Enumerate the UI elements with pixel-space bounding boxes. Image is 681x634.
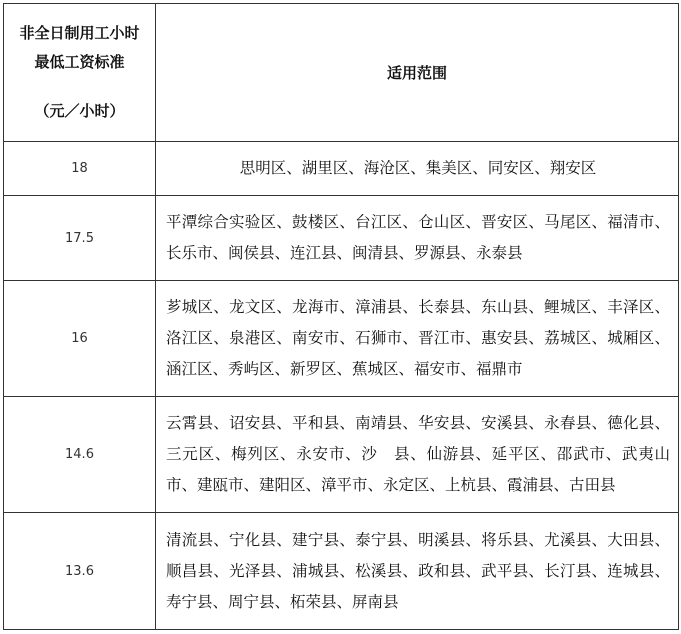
rate-header-line1: 非全日制用工小时 (19, 24, 140, 42)
area-cell: 平潭综合实验区、鼓楼区、台江区、仓山区、晋安区、马尾区、福清市、长乐市、闽侯县、连江县、闽清县、罗源县、永泰县 (156, 196, 679, 281)
rate-cell: 17.5 (4, 196, 156, 281)
rate-cell: 18 (4, 142, 156, 196)
table-row (4, 196, 679, 281)
rate-header-unit: （元／小时） (34, 102, 125, 120)
minimum-wage-table (3, 3, 679, 630)
rate-cell: 14.6 (4, 397, 156, 513)
area-cell: 芗城区、龙文区、龙海市、漳浦县、长泰县、东山县、鲤城区、丰泽区、洛江区、泉港区、南安市、石狮市、晋江市、惠安县、荔城区、城厢区、涵江区、秀屿区、新罗区、蕉城区、福安市、福鼎市 (156, 281, 679, 397)
rate-cell: 13.6 (4, 513, 156, 630)
area-cell: 思明区、湖里区、海沧区、集美区、同安区、翔安区 (156, 142, 679, 196)
rate-header-line2: 最低工资标准 (34, 53, 125, 71)
area-cell: 云霄县、诏安县、平和县、南靖县、华安县、安溪县、永春县、德化县、三元区、梅列区、永安市、沙 县、仙游县、延平区、邵武市、武夷山市、建瓯市、建阳区、漳平市、永定区、上杭县、霞浦县、古田县 (156, 397, 679, 513)
scope-column-header: 适用范围 (156, 4, 679, 142)
table-header-row (4, 4, 679, 142)
area-cell: 清流县、宁化县、建宁县、泰宁县、明溪县、将乐县、尤溪县、大田县、顺昌县、光泽县、浦城县、松溪县、政和县、武平县、长汀县、连城县、寿宁县、周宁县、柘荣县、屏南县 (156, 513, 679, 630)
table-row (4, 281, 679, 397)
table-row (4, 513, 679, 630)
rate-column-header (4, 4, 156, 142)
table-row (4, 397, 679, 513)
rate-cell: 16 (4, 281, 156, 397)
table-row (4, 142, 679, 196)
